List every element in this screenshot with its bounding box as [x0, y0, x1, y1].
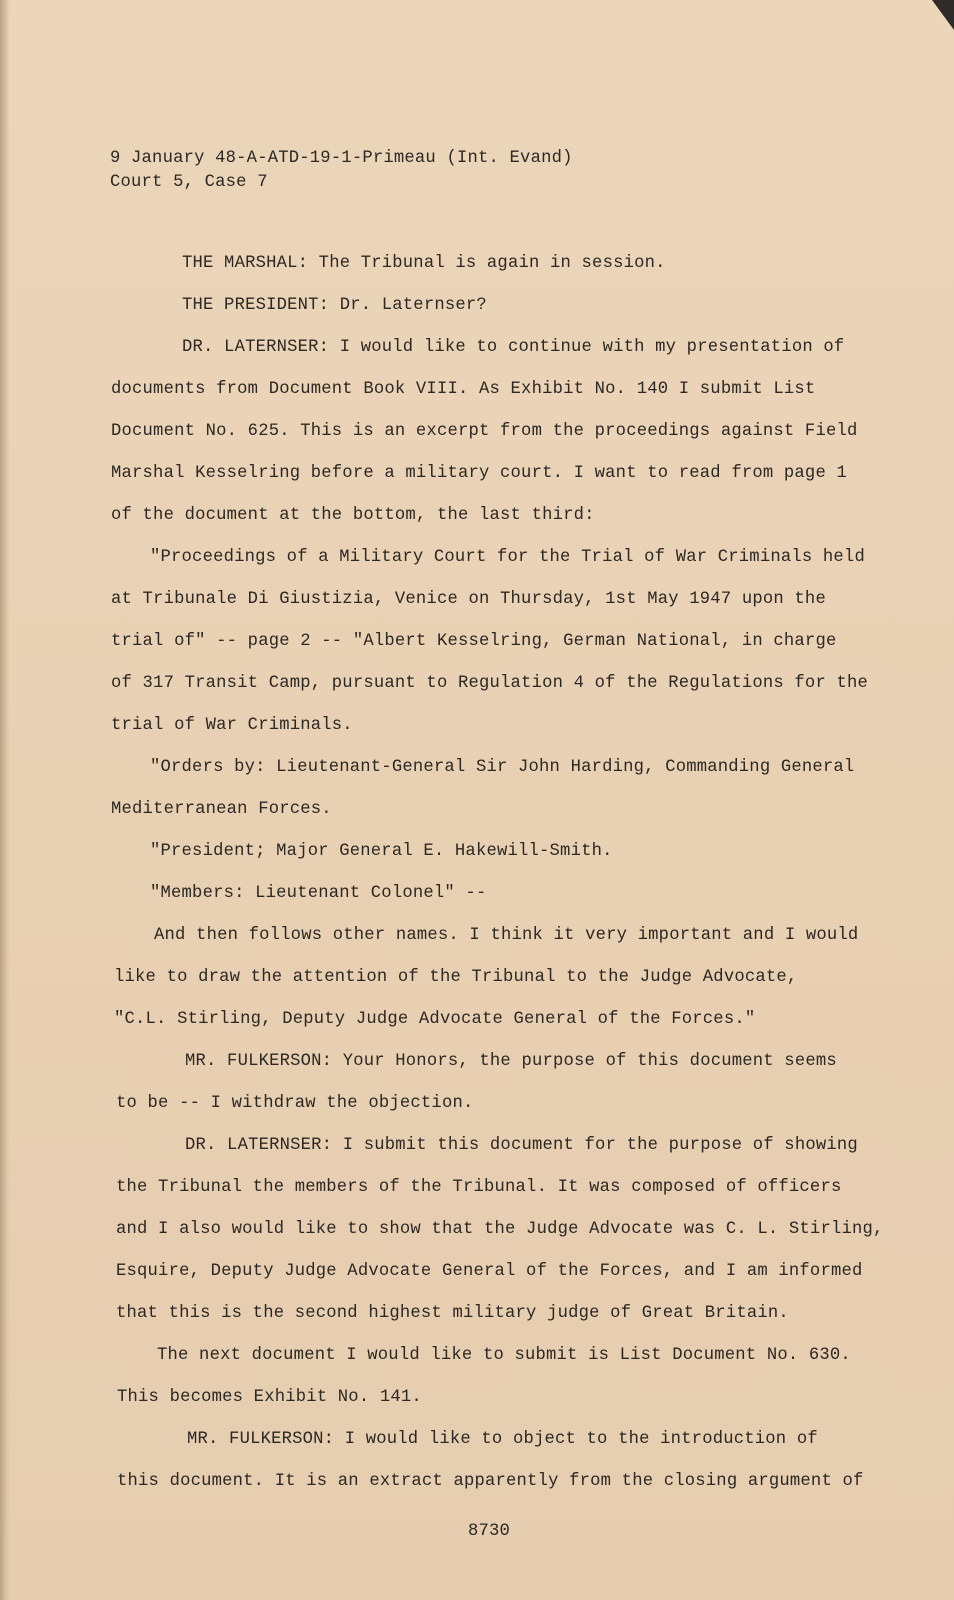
page-number: 8730	[468, 1522, 511, 1541]
transcript-line: Document No. 625. This is an excerpt from the proceedings against Field	[111, 422, 858, 441]
transcript-line: DR. LATERNSER: I would like to continue with my presentation of	[182, 338, 845, 357]
header-line-1: 9 January 48-A-ATD-19-1-Primeau (Int. Evand)	[110, 149, 573, 168]
transcript-line: trial of" -- page 2 -- "Albert Kesselring, German National, in charge	[111, 632, 837, 651]
transcript-line: THE MARSHAL: The Tribunal is again in session.	[182, 254, 666, 273]
transcript-line: the Tribunal the members of the Tribunal. It was composed of officers	[116, 1178, 842, 1197]
transcript-line: "C.L. Stirling, Deputy Judge Advocate General of the Forces."	[114, 1010, 756, 1029]
transcript-line: documents from Document Book VIII. As Exhibit No. 140 I submit List	[111, 380, 816, 399]
transcript-line: this document. It is an extract apparently from the closing argument of	[117, 1472, 864, 1491]
transcript-line: THE PRESIDENT: Dr. Laternser?	[182, 296, 487, 315]
transcript-line: The next document I would like to submit is List Document No. 630.	[157, 1346, 851, 1365]
transcript-line: This becomes Exhibit No. 141.	[117, 1388, 422, 1407]
transcript-line: Esquire, Deputy Judge Advocate General of the Forces, and I am informed	[116, 1262, 863, 1281]
transcript-line: Mediterranean Forces.	[111, 800, 332, 819]
transcript-line: that this is the second highest military judge of Great Britain.	[116, 1304, 789, 1323]
transcript-line: And then follows other names. I think it very important and I would	[154, 926, 859, 945]
transcript-line: Marshal Kesselring before a military court. I want to read from page 1	[111, 464, 847, 483]
transcript-line: "Proceedings of a Military Court for the Trial of War Criminals held	[150, 548, 865, 567]
transcript-line: and I also would like to show that the Judge Advocate was C. L. Stirling,	[116, 1220, 884, 1239]
transcript-line: of the document at the bottom, the last third:	[111, 506, 595, 525]
transcript-line: "Orders by: Lieutenant-General Sir John Harding, Commanding General	[150, 758, 855, 777]
transcript-line: of 317 Transit Camp, pursuant to Regulation 4 of the Regulations for the	[111, 674, 869, 693]
transcript-line: MR. FULKERSON: I would like to object to the introduction of	[187, 1430, 818, 1449]
transcript-line: at Tribunale Di Giustizia, Venice on Thursday, 1st May 1947 upon the	[111, 590, 826, 609]
page-corner-tear	[932, 0, 954, 30]
transcript-line: trial of War Criminals.	[111, 716, 353, 735]
header-line-2: Court 5, Case 7	[110, 173, 268, 192]
transcript-line: like to draw the attention of the Tribunal to the Judge Advocate,	[114, 968, 798, 987]
transcript-line: "President; Major General E. Hakewill-Smith.	[150, 842, 613, 861]
transcript-line: "Members: Lieutenant Colonel" --	[150, 884, 487, 903]
page-left-edge	[0, 0, 10, 1600]
transcript-line: MR. FULKERSON: Your Honors, the purpose of this document seems	[185, 1052, 837, 1071]
transcript-line: DR. LATERNSER: I submit this document for the purpose of showing	[185, 1136, 858, 1155]
transcript-line: to be -- I withdraw the objection.	[116, 1094, 474, 1113]
